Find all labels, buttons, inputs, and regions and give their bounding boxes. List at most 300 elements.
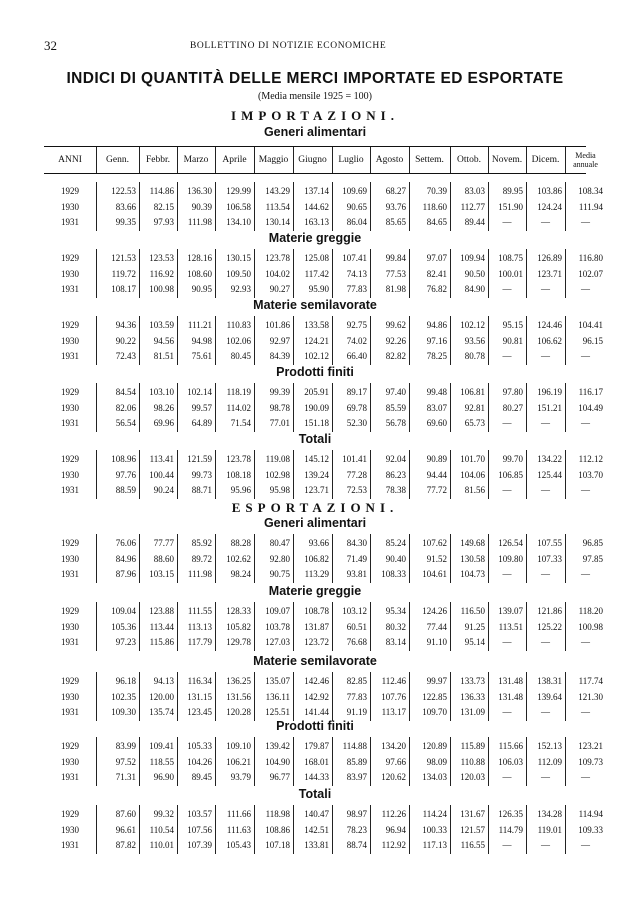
value-cell: — xyxy=(541,217,550,227)
value-cell: 123.71 xyxy=(537,268,562,279)
value-cell: 85.24 xyxy=(385,538,406,548)
column-rule xyxy=(177,316,178,365)
column-rule xyxy=(450,316,451,365)
value-cell: 135.74 xyxy=(149,707,174,717)
value-cell: 101.86 xyxy=(265,320,290,330)
value-cell: 134.28 xyxy=(537,809,562,819)
value-cell: 108.33 xyxy=(381,569,406,579)
value-cell: 97.80 xyxy=(502,387,523,397)
table-row xyxy=(44,267,603,282)
value-cell: 106.81 xyxy=(460,387,485,397)
value-cell: 83.14 xyxy=(385,637,406,647)
value-cell: 179.87 xyxy=(304,741,329,751)
year-cell: 1929 xyxy=(61,387,79,397)
value-cell: 109.30 xyxy=(111,707,136,717)
value-cell: 120.62 xyxy=(381,772,406,782)
value-cell: 122.85 xyxy=(422,691,447,702)
value-cell: 77.28 xyxy=(346,469,367,480)
column-rule xyxy=(565,383,566,432)
column-rule xyxy=(177,249,178,298)
value-cell: 77.77 xyxy=(153,538,174,548)
value-cell: 139.07 xyxy=(498,606,523,616)
value-cell: 100.98 xyxy=(578,621,603,632)
value-cell: 56.54 xyxy=(115,418,136,428)
value-cell: 107.18 xyxy=(265,840,290,850)
value-cell: 114.88 xyxy=(342,741,367,751)
value-cell: 126.54 xyxy=(498,538,523,548)
column-rule xyxy=(565,249,566,298)
value-cell: 80.47 xyxy=(269,538,290,548)
value-cell: 81.56 xyxy=(464,485,485,495)
value-cell: 109.80 xyxy=(498,553,523,564)
value-cell: 81.98 xyxy=(385,284,406,294)
value-cell: 98.97 xyxy=(346,809,367,819)
column-rule xyxy=(293,147,294,173)
year-cell: 1931 xyxy=(61,485,79,495)
column-rule xyxy=(565,805,566,854)
value-cell: 120.00 xyxy=(149,691,174,702)
value-cell: 126.35 xyxy=(498,809,523,819)
column-rule xyxy=(332,147,333,173)
value-cell: 136.30 xyxy=(187,186,212,196)
column-rule xyxy=(488,672,489,721)
column-rule xyxy=(565,672,566,721)
header-dicem: Dicem. xyxy=(531,154,560,165)
table-row xyxy=(44,536,603,551)
table-row xyxy=(44,452,603,467)
value-cell: 109.07 xyxy=(265,606,290,616)
value-cell: 107.56 xyxy=(187,824,212,835)
value-cell: 104.06 xyxy=(460,469,485,480)
year-cell: 1930 xyxy=(61,553,79,564)
value-cell: — xyxy=(541,418,550,428)
header-marzo: Marzo xyxy=(183,154,209,165)
value-cell: 106.85 xyxy=(498,469,523,480)
column-rule xyxy=(177,147,178,173)
header-maggio: Maggio xyxy=(258,154,289,165)
value-cell: 108.96 xyxy=(111,454,136,464)
table-row xyxy=(44,483,590,498)
value-cell: 87.82 xyxy=(115,840,136,850)
header-luglio: Luglio xyxy=(338,154,364,165)
column-rule xyxy=(450,182,451,231)
value-cell: 104.49 xyxy=(578,402,603,413)
value-cell: 140.47 xyxy=(304,809,329,819)
column-rule xyxy=(254,383,255,432)
column-rule xyxy=(526,602,527,651)
column-rule xyxy=(139,316,140,365)
table-row xyxy=(44,251,603,266)
column-rule xyxy=(565,450,566,499)
year-cell: 1930 xyxy=(61,201,79,212)
column-rule xyxy=(450,450,451,499)
value-cell: 86.23 xyxy=(385,469,406,480)
value-cell: 131.09 xyxy=(460,707,485,717)
column-rule xyxy=(177,672,178,721)
value-cell: 127.03 xyxy=(265,637,290,647)
value-cell: 151.18 xyxy=(304,418,329,428)
column-rule xyxy=(96,602,97,651)
value-cell: — xyxy=(581,485,590,495)
value-cell: 93.56 xyxy=(464,335,485,346)
column-rule xyxy=(293,602,294,651)
value-cell: 107.76 xyxy=(381,691,406,702)
group-heading: Generi alimentari xyxy=(263,125,367,139)
column-rule xyxy=(96,182,97,231)
value-cell: 114.86 xyxy=(149,186,174,196)
column-rule xyxy=(254,182,255,231)
value-cell: 151.21 xyxy=(537,402,562,413)
value-cell: 125.44 xyxy=(537,469,562,480)
value-cell: 106.82 xyxy=(304,553,329,564)
year-cell: 1931 xyxy=(61,418,79,428)
value-cell: 84.90 xyxy=(464,284,485,294)
column-rule xyxy=(409,450,410,499)
value-cell: 95.90 xyxy=(308,284,329,294)
value-cell: 124.21 xyxy=(304,335,329,346)
table-row xyxy=(44,318,603,333)
value-cell: 123.88 xyxy=(149,606,174,616)
value-cell: 114.24 xyxy=(422,809,447,819)
column-rule xyxy=(488,316,489,365)
value-cell: 112.92 xyxy=(381,840,406,850)
value-cell: 141.44 xyxy=(304,707,329,717)
value-cell: 109.50 xyxy=(226,268,251,279)
value-cell: 130.58 xyxy=(460,553,485,564)
value-cell: 78.38 xyxy=(385,485,406,495)
column-rule xyxy=(565,182,566,231)
value-cell: 77.72 xyxy=(426,485,447,495)
column-rule xyxy=(139,450,140,499)
value-cell: 108.34 xyxy=(578,186,603,196)
year-cell: 1931 xyxy=(61,772,79,782)
value-cell: 109.70 xyxy=(422,707,447,717)
value-cell: 152.13 xyxy=(537,741,562,751)
value-cell: 99.32 xyxy=(153,809,174,819)
value-cell: 70.39 xyxy=(426,186,447,196)
value-cell: 76.06 xyxy=(115,538,136,548)
year-cell: 1929 xyxy=(61,606,79,616)
value-cell: 97.76 xyxy=(115,469,136,480)
value-cell: 131.15 xyxy=(187,691,212,702)
table-row xyxy=(44,349,590,364)
value-cell: — xyxy=(502,485,512,495)
value-cell: 134.22 xyxy=(537,454,562,464)
value-cell: 104.26 xyxy=(187,756,212,767)
value-cell: 93.76 xyxy=(385,201,406,212)
value-cell: 113.51 xyxy=(498,621,523,632)
value-cell: 78.23 xyxy=(346,824,367,835)
value-cell: 106.62 xyxy=(537,335,562,346)
value-cell: 81.51 xyxy=(153,351,174,361)
column-rule xyxy=(370,182,371,231)
year-cell: 1930 xyxy=(61,335,79,346)
column-rule xyxy=(488,602,489,651)
value-cell: — xyxy=(541,284,550,294)
value-cell: 112.77 xyxy=(460,201,485,212)
column-rule xyxy=(526,249,527,298)
value-cell: 84.96 xyxy=(115,553,136,564)
value-cell: 92.75 xyxy=(346,320,367,330)
value-cell: 82.85 xyxy=(346,676,367,686)
value-cell: 125.22 xyxy=(537,621,562,632)
value-cell: 133.81 xyxy=(304,840,329,850)
value-cell: 91.52 xyxy=(426,553,447,564)
column-rule xyxy=(254,805,255,854)
value-cell: 125.51 xyxy=(265,707,290,717)
value-cell: 120.89 xyxy=(422,741,447,751)
value-cell: 136.33 xyxy=(460,691,485,702)
column-rule xyxy=(177,602,178,651)
value-cell: — xyxy=(502,284,512,294)
group-heading: Materie semilavorate xyxy=(253,298,377,312)
table-row xyxy=(44,705,590,720)
value-cell: 102.98 xyxy=(265,469,290,480)
value-cell: 139.64 xyxy=(537,691,562,702)
column-rule xyxy=(293,383,294,432)
column-rule xyxy=(139,147,140,173)
value-cell: 112.26 xyxy=(381,809,406,819)
value-cell: 93.81 xyxy=(346,569,367,579)
year-cell: 1929 xyxy=(61,741,79,751)
column-rule xyxy=(409,316,410,365)
header-novem: Novem. xyxy=(491,154,523,165)
value-cell: 99.73 xyxy=(191,469,212,480)
value-cell: 103.78 xyxy=(265,621,290,632)
year-cell: 1931 xyxy=(61,351,79,361)
column-rule xyxy=(215,805,216,854)
value-cell: 91.25 xyxy=(464,621,485,632)
value-cell: 125.08 xyxy=(304,253,329,263)
column-rule xyxy=(293,534,294,583)
column-rule xyxy=(488,450,489,499)
value-cell: 88.59 xyxy=(115,485,136,495)
value-cell: 106.03 xyxy=(498,756,523,767)
column-rule xyxy=(332,737,333,786)
value-cell: 108.86 xyxy=(265,824,290,835)
year-cell: 1930 xyxy=(61,268,79,279)
column-rule xyxy=(215,672,216,721)
header-febbr: Febbr. xyxy=(145,154,170,165)
value-cell: 121.86 xyxy=(537,606,562,616)
value-cell: 99.84 xyxy=(385,253,406,263)
column-rule xyxy=(488,534,489,583)
value-cell: 84.65 xyxy=(426,217,447,227)
value-cell: 66.40 xyxy=(346,351,367,361)
value-cell: 107.55 xyxy=(537,538,562,548)
value-cell: — xyxy=(502,840,512,850)
value-cell: 121.30 xyxy=(578,691,603,702)
value-cell: 92.80 xyxy=(269,553,290,564)
column-rule xyxy=(332,602,333,651)
column-rule xyxy=(450,383,451,432)
value-cell: 94.44 xyxy=(426,469,447,480)
column-rule xyxy=(370,450,371,499)
value-cell: 112.46 xyxy=(381,676,406,686)
value-cell: 94.86 xyxy=(426,320,447,330)
value-cell: 119.08 xyxy=(265,454,290,464)
column-rule xyxy=(139,182,140,231)
column-rule xyxy=(139,672,140,721)
value-cell: 98.09 xyxy=(426,756,447,767)
value-cell: 98.78 xyxy=(269,402,290,413)
header-aprile: Aprile xyxy=(222,154,247,165)
value-cell: 89.72 xyxy=(191,553,212,564)
column-rule xyxy=(96,672,97,721)
value-cell: 82.15 xyxy=(153,201,174,212)
group-heading: Materie greggie xyxy=(268,584,362,598)
header-media-annuale: Media annuale xyxy=(573,151,598,169)
column-rule xyxy=(254,450,255,499)
value-cell: 90.40 xyxy=(385,553,406,564)
value-cell: 113.29 xyxy=(304,569,329,579)
page-subtitle: (Media mensile 1925 = 100) xyxy=(258,91,372,102)
value-cell: 99.97 xyxy=(426,676,447,686)
year-cell: 1930 xyxy=(61,402,79,413)
value-cell: 134.20 xyxy=(381,741,406,751)
value-cell: 114.02 xyxy=(226,402,251,413)
value-cell: 102.14 xyxy=(187,387,212,397)
column-rule xyxy=(409,805,410,854)
column-rule xyxy=(370,383,371,432)
value-cell: 103.86 xyxy=(537,186,562,196)
value-cell: 142.51 xyxy=(304,824,329,835)
value-cell: 83.99 xyxy=(115,741,136,751)
value-cell: — xyxy=(502,772,512,782)
column-rule xyxy=(332,383,333,432)
year-cell: 1930 xyxy=(61,469,79,480)
value-cell: 100.98 xyxy=(149,284,174,294)
table-row xyxy=(44,690,603,705)
value-cell: 101.70 xyxy=(460,454,485,464)
value-cell: 117.79 xyxy=(187,637,212,647)
value-cell: 89.95 xyxy=(502,186,523,196)
column-rule xyxy=(215,249,216,298)
value-cell: 94.98 xyxy=(191,335,212,346)
value-cell: 90.24 xyxy=(153,485,174,495)
column-rule xyxy=(409,737,410,786)
value-cell: 97.66 xyxy=(385,756,406,767)
value-cell: 93.66 xyxy=(308,538,329,548)
column-rule xyxy=(409,249,410,298)
column-rule xyxy=(565,147,566,173)
value-cell: 84.54 xyxy=(115,387,136,397)
value-cell: 109.41 xyxy=(149,741,174,751)
column-rule xyxy=(96,316,97,365)
value-cell: 124.26 xyxy=(422,606,447,616)
value-cell: 104.73 xyxy=(460,569,485,579)
column-rule xyxy=(177,805,178,854)
value-cell: 139.24 xyxy=(304,469,329,480)
value-cell: 90.81 xyxy=(502,335,523,346)
column-rule xyxy=(96,737,97,786)
column-rule xyxy=(254,737,255,786)
column-rule xyxy=(526,182,527,231)
value-cell: 123.78 xyxy=(226,454,251,464)
value-cell: 88.28 xyxy=(230,538,251,548)
column-rule xyxy=(370,672,371,721)
value-cell: 85.92 xyxy=(191,538,212,548)
value-cell: 85.59 xyxy=(385,402,406,413)
value-cell: 98.26 xyxy=(153,402,174,413)
column-rule xyxy=(450,672,451,721)
value-cell: 114.79 xyxy=(498,824,523,835)
value-cell: 114.94 xyxy=(578,809,603,819)
value-cell: 95.15 xyxy=(502,320,523,330)
value-cell: 103.57 xyxy=(187,809,212,819)
column-rule xyxy=(565,737,566,786)
column-rule xyxy=(370,534,371,583)
value-cell: 116.34 xyxy=(187,676,212,686)
value-cell: 104.41 xyxy=(578,320,603,330)
header-anni: ANNI xyxy=(58,154,82,165)
value-cell: 108.18 xyxy=(226,469,251,480)
value-cell: 82.41 xyxy=(426,268,447,279)
column-rule xyxy=(526,450,527,499)
value-cell: 105.36 xyxy=(111,621,136,632)
value-cell: 118.98 xyxy=(265,809,290,819)
value-cell: — xyxy=(581,772,590,782)
table-row xyxy=(44,739,603,754)
column-rule xyxy=(332,182,333,231)
column-rule xyxy=(293,450,294,499)
column-rule xyxy=(96,147,97,173)
column-rule xyxy=(254,602,255,651)
value-cell: 107.41 xyxy=(342,253,367,263)
value-cell: 99.70 xyxy=(502,454,523,464)
value-cell: — xyxy=(502,351,512,361)
value-cell: 84.30 xyxy=(346,538,367,548)
group-heading: Totali xyxy=(298,432,332,446)
value-cell: 205.91 xyxy=(304,387,329,397)
value-cell: 90.89 xyxy=(426,454,447,464)
year-cell: 1929 xyxy=(61,253,79,263)
value-cell: 118.20 xyxy=(578,606,603,616)
value-cell: 68.27 xyxy=(385,186,406,196)
value-cell: 90.65 xyxy=(346,201,367,212)
header-ottob: Ottob. xyxy=(456,154,481,165)
value-cell: 149.68 xyxy=(460,538,485,548)
table-row xyxy=(44,215,590,230)
value-cell: 97.52 xyxy=(115,756,136,767)
value-cell: 103.59 xyxy=(149,320,174,330)
value-cell: 113.41 xyxy=(149,454,174,464)
value-cell: 88.60 xyxy=(153,553,174,564)
value-cell: 102.62 xyxy=(226,553,251,564)
year-cell: 1929 xyxy=(61,320,79,330)
column-rule xyxy=(450,147,451,173)
value-cell: 115.89 xyxy=(460,741,485,751)
page-title: INDICI DI QUANTITÀ DELLE MERCI IMPORTATE ED ESPORTATE xyxy=(66,70,564,87)
running-head: BOLLETTINO DI NOTIZIE ECONOMICHE xyxy=(190,41,387,51)
value-cell: 123.78 xyxy=(265,253,290,263)
header-agosto: Agosto xyxy=(375,154,404,165)
column-rule xyxy=(526,534,527,583)
value-cell: 105.82 xyxy=(226,621,251,632)
value-cell: 96.90 xyxy=(153,772,174,782)
year-cell: 1930 xyxy=(61,824,79,835)
value-cell: 116.17 xyxy=(578,387,603,397)
value-cell: 168.01 xyxy=(304,756,329,767)
value-cell: 84.39 xyxy=(269,351,290,361)
value-cell: 112.09 xyxy=(537,756,562,767)
value-cell: 69.78 xyxy=(346,402,367,413)
value-cell: 116.50 xyxy=(460,606,485,616)
value-cell: 104.61 xyxy=(422,569,447,579)
value-cell: 90.27 xyxy=(269,284,290,294)
value-cell: 105.43 xyxy=(226,840,251,850)
page-number: 32 xyxy=(44,38,57,53)
